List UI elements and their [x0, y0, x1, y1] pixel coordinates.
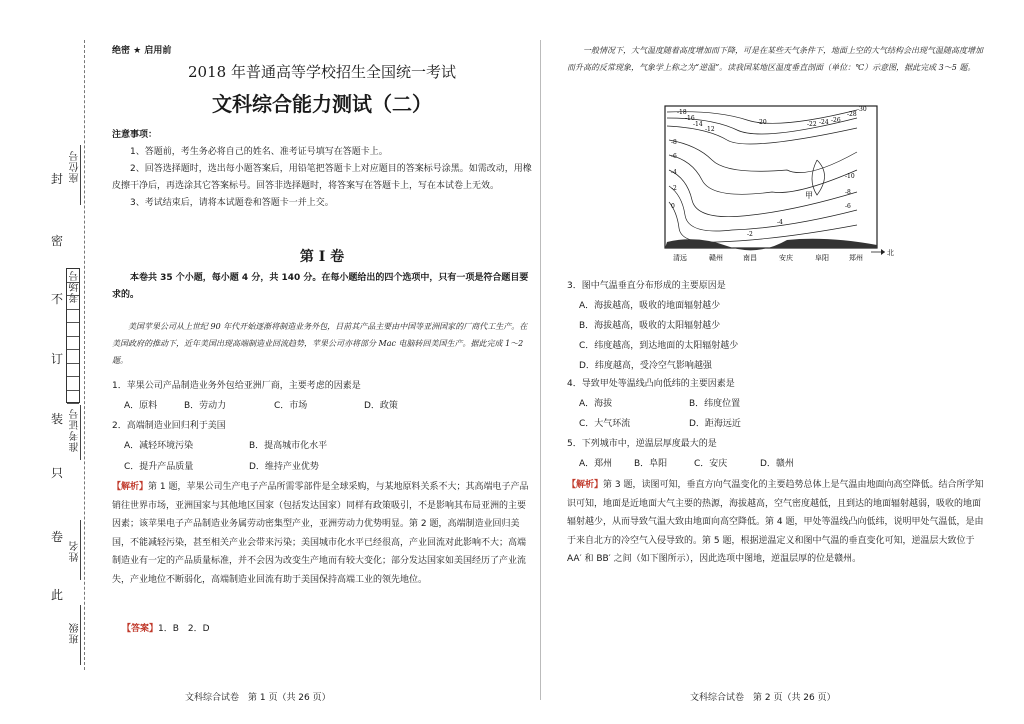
- section-intro: 本卷共 35 个小题，每小题 4 分，共 140 分。在每小题给出的四个选项中，只有一项是符合题目要求的。: [112, 273, 529, 300]
- options-row: [567, 413, 987, 433]
- city-label: 郑州: [849, 254, 863, 262]
- seal-char: 此: [50, 588, 63, 602]
- seal-char: 只: [50, 466, 63, 480]
- ticket-number-line: [80, 405, 81, 460]
- city-label: 赣州: [709, 254, 723, 262]
- option: A．海拔越高，吸收的地面辐射越少: [579, 301, 721, 311]
- contour-label: -26: [831, 117, 841, 124]
- ticket-number-grid: [66, 268, 80, 403]
- exam-room-label: 考场号: [70, 270, 81, 303]
- seal-char: 密: [50, 234, 63, 248]
- contour-label: -8: [845, 189, 851, 196]
- exam-title: 2018 年普通高等学校招生全国统一考试: [188, 63, 456, 81]
- option: B．阜阳: [634, 459, 668, 469]
- analysis-tag: 【解析】: [567, 480, 604, 490]
- question-4: [567, 376, 987, 433]
- option: C．大气环流: [579, 419, 631, 429]
- class-label: 班级: [70, 622, 81, 644]
- contour-label: -18: [677, 109, 687, 116]
- north-label: 北: [887, 249, 894, 257]
- binding-dashed-line: [84, 40, 85, 670]
- answer-text: 1．B 2．D: [158, 624, 210, 634]
- contour-label: -2: [747, 231, 753, 238]
- city-label: 清远: [673, 254, 687, 262]
- option: C．纬度越高，到达地面的太阳辐射越少: [579, 341, 739, 351]
- analysis-text: 第 3 题，读图可知，垂直方向气温变化的主要趋势总体上是气温由地面向高空降低。结合所学知识可知，地面是近地面大气主要的热源，海拔越高，空气密度越低，且到达的地面辐射越弱，吸收的地面辐射越少，从而导致气温大致由地面向高空降低。第 4 题，甲处等温线凸向低纬，说明甲处气温低，是由于来自北方的冷空气入侵导致的。第 5 题，根据逆温定义和图中气温的垂直变化可知，逆温层大致位于 AA′ 和 BB′ 之间（如下图所示），因此选项中图地，逆温层厚的位是赣州。: [567, 480, 984, 564]
- name-label: 姓名: [70, 540, 81, 562]
- question-3: [567, 278, 987, 375]
- contour-label: -6: [845, 203, 851, 210]
- option: D．政策: [364, 401, 398, 411]
- question-stem: 5．下列城市中，逆温层厚度最大的是: [567, 439, 717, 449]
- contour-label: -8: [671, 139, 677, 146]
- seat-number-label: 座位号: [70, 150, 81, 183]
- option: C．提升产品质量: [124, 462, 194, 472]
- binding-sidebar: [0, 0, 95, 724]
- contour-label: -4: [671, 169, 677, 176]
- ticket-number-label: 准考证号: [70, 408, 81, 452]
- analysis-right: [567, 476, 987, 569]
- analysis-left: [112, 478, 532, 589]
- option: C．市场: [274, 401, 308, 411]
- question-2: [112, 418, 532, 476]
- city-label: 阜阳: [815, 254, 829, 262]
- class-line: [80, 605, 81, 665]
- answer-tag: 【答案】: [122, 624, 159, 634]
- page-divider: [540, 40, 541, 700]
- paper-title: 文科综合能力测试（二）: [212, 92, 432, 116]
- contour-label: 0: [671, 203, 675, 210]
- option: A．原料: [124, 401, 158, 411]
- notes-list: [112, 144, 532, 212]
- city-label: 安庆: [779, 254, 793, 262]
- question-stem: 1．苹果公司产品制造业务外包给亚洲厂商，主要考虑的因素是: [112, 381, 361, 391]
- seal-char: 订: [50, 352, 63, 366]
- option: B．劳动力: [184, 401, 227, 411]
- question-stem: 2．高端制造业回归利于美国: [112, 421, 226, 431]
- contour-label: -20: [757, 119, 767, 126]
- contour-label: -10: [845, 173, 855, 180]
- option: B．提高城市化水平: [249, 441, 328, 451]
- note-item: 3、考试结束后，请将本试题卷和答题卡一并上交。: [130, 198, 334, 208]
- note-item: 1、答题前，考生务必将自己的姓名、准考证号填写在答题卡上。: [130, 147, 388, 157]
- material-text: 美国苹果公司从上世纪 90 年代开始逐渐将制造业务外包，目前其产品主要由中国等亚洲国家的厂商代工生产。在美国政府的推动下，近年美国出现高端制造业回流趋势，苹果公司亦将部分 Mac 电脑转回美国生产。据此完成 1～2 题。: [112, 322, 528, 365]
- contour-label: -12: [705, 126, 715, 133]
- temperature-profile-figure: [657, 100, 897, 270]
- seal-char: 封: [50, 172, 63, 186]
- name-line: [80, 520, 81, 580]
- notes-heading: 注意事项：: [112, 130, 158, 140]
- option: A．郑州: [579, 459, 613, 469]
- option: A．减轻环境污染: [124, 441, 194, 451]
- option: A．海拔: [579, 399, 613, 409]
- options-row: [112, 455, 532, 476]
- contour-label: -2: [671, 185, 677, 192]
- note-item: 2、回答选择题时，选出每小题答案后，用铅笔把答题卡上对应题目的答案标号涂黑。如需改动，用橡皮擦干净后，再选涂其它答案标号。回答非选择题时，将答案写在答题卡上，写在本试卷上无效。: [112, 164, 532, 191]
- right-intro-text: 一般情况下，大气温度随着高度增加而下降，可是在某些天气条件下，地面上空的大气结构会出现气温随高度增加而升高的反常现象，气象学上称之为“逆温”。读我国某地区温度垂直剖面（单位：℃）示意图，据此完成 3～5 题。: [567, 46, 983, 72]
- contour-label: -14: [693, 121, 703, 128]
- analysis-tag: 【解析】: [112, 482, 149, 492]
- question-5: [567, 436, 987, 473]
- contour-label: -28: [847, 111, 857, 118]
- section-title: 第 Ⅰ 卷: [299, 249, 345, 265]
- city-label: 南昌: [743, 254, 757, 262]
- seal-char: 卷: [50, 530, 63, 544]
- contour-label: -24: [819, 119, 829, 126]
- options-row: [112, 395, 532, 415]
- contour-label: -6: [671, 153, 677, 160]
- question-stem: 4．导致甲处等温线凸向低纬的主要因素是: [567, 379, 735, 389]
- question-stem: 3．图中气温垂直分布形成的主要原因是: [567, 281, 726, 291]
- option: D．赣州: [760, 459, 794, 469]
- contour-label: -16: [685, 115, 695, 122]
- options-row: [567, 393, 987, 413]
- option: B．海拔越高，吸收的太阳辐射越少: [579, 321, 721, 331]
- options-row: [567, 453, 987, 473]
- seal-char: 不: [50, 292, 63, 306]
- seal-char: 装: [50, 412, 63, 426]
- region-label-jia: 甲: [805, 191, 813, 200]
- footer-left: 文科综合试卷 第 1 页（共 26 页）: [185, 693, 331, 703]
- footer-right: 文科综合试卷 第 2 页（共 26 页）: [690, 693, 836, 703]
- option: D．距海远近: [689, 419, 741, 429]
- answer-left: [122, 622, 210, 636]
- options-row: [112, 435, 532, 455]
- option: D．纬度越高，受冷空气影响越强: [579, 361, 712, 371]
- contour-label: -22: [807, 121, 817, 128]
- option: B．纬度位置: [689, 399, 741, 409]
- question-1: [112, 378, 532, 415]
- contour-label: -30: [857, 106, 867, 113]
- option: C．安庆: [694, 459, 728, 469]
- contour-label: -4: [777, 219, 783, 226]
- confidential-mark: 绝密 ★ 启用前: [112, 46, 172, 56]
- option: D．维持产业优势: [249, 462, 319, 472]
- seat-number-line: [80, 145, 81, 205]
- analysis-text: 第 1 题，苹果公司生产电子产品所需零部件是全球采购，与某地原料关系不大；其高端电子产品销往世界市场，亚洲国家与其他地区国家（包括发达国家）同样有政策吸引，不是影响其布局亚洲的主要因素；该苹果电子产品制造业务属劳动密集型产业，亚洲劳动力优势明显。第 2 题，高端制造业回归美国，不能减轻污染，甚至相关产业会带来污染；美国城市化水平已经很高，产业回流对此影响不大；高端制造业有一定的产品质量标准，并不会因为改变生产地而有较大变化；部分发达国家如美国经历了产业流失，产业地位不断弱化，高端制造业回流有助于美国保持高端工业的领先地位。: [112, 482, 529, 585]
